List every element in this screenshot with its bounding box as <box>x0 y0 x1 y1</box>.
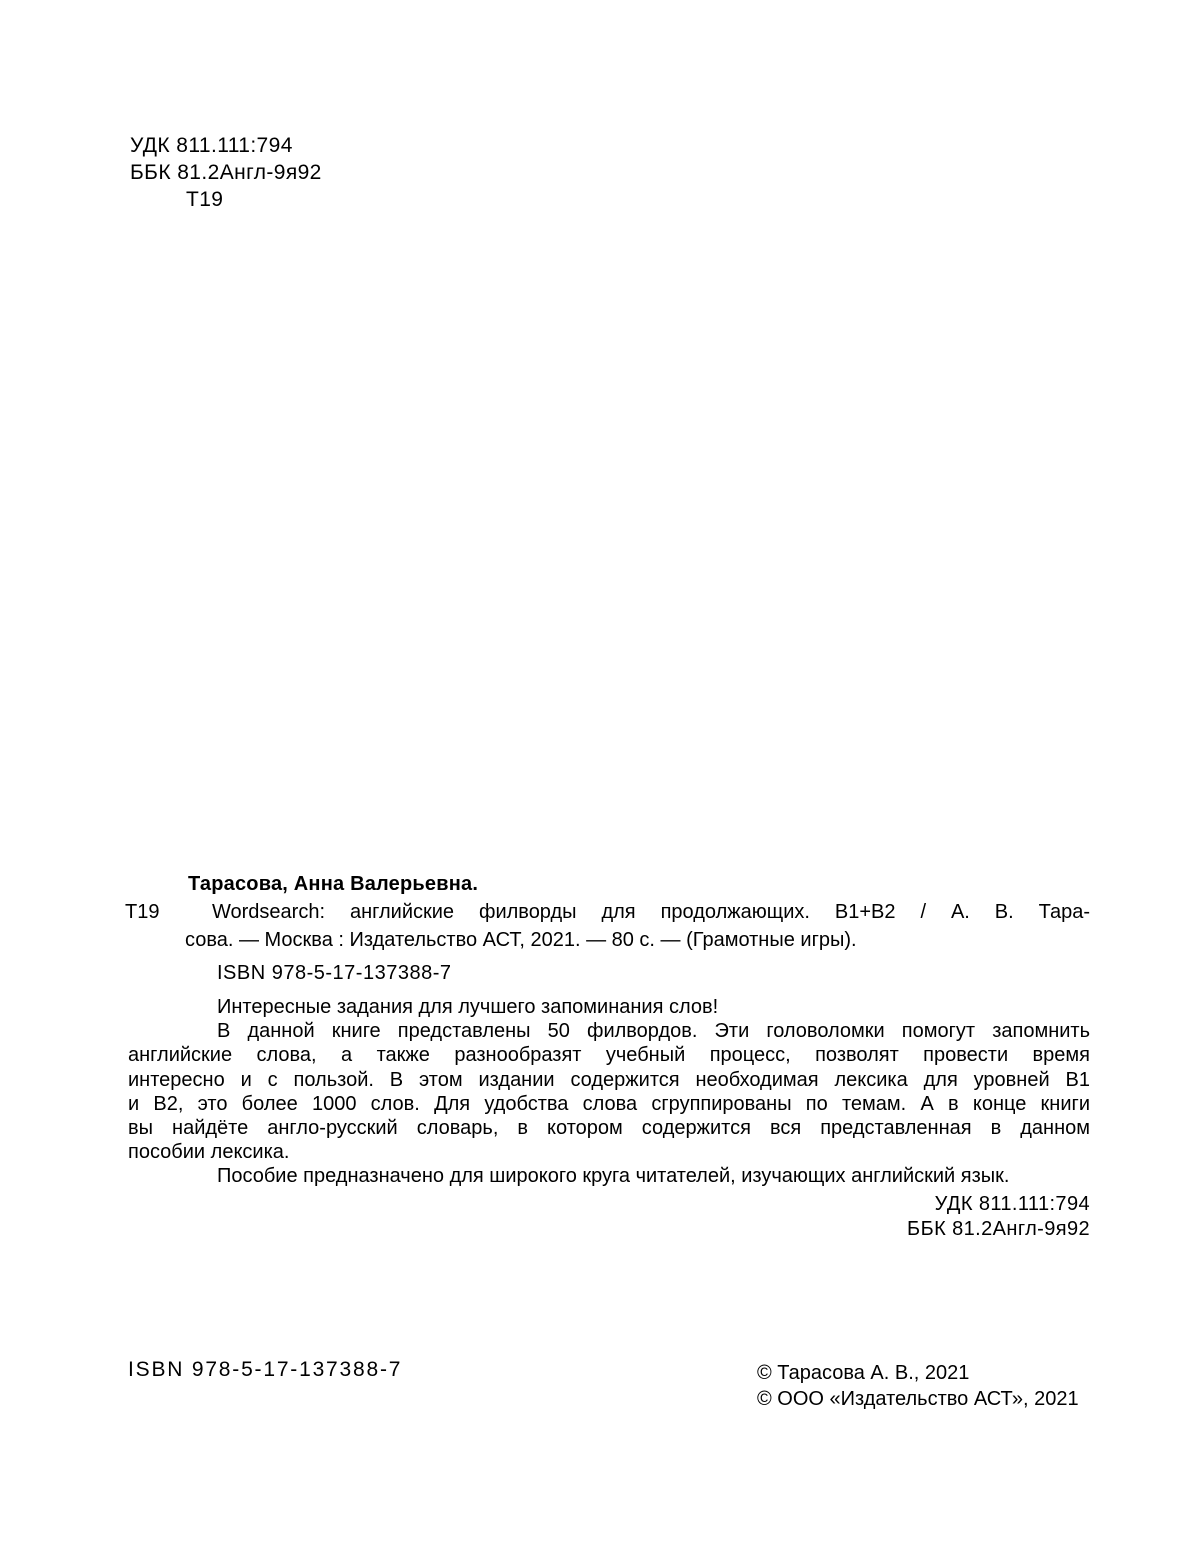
annotation-block <box>128 995 1090 1189</box>
bbk-code: ББК 81.2Англ-9я92 <box>130 161 322 184</box>
annotation-line: и B2, это более 1000 слов. Для удобства слова сгруппированы по темам. А в конце книги <box>128 1092 1090 1115</box>
author-sign-code: Т19 <box>186 188 224 211</box>
citation-line: сова. — Москва : Издательство АСТ, 2021. — 80 с. — (Грамотные игры). <box>185 929 857 951</box>
isbn-line: ISBN 978-5-17-137388-7 <box>217 962 452 984</box>
author-name: Тарасова, Анна Валерьевна. <box>188 873 479 895</box>
copyright-line-publisher: © ООО «Издательство АСТ», 2021 <box>757 1387 1079 1410</box>
udk-code-right: УДК 811.111:794 <box>934 1193 1090 1215</box>
annotation-line: пособии лексика. <box>128 1141 290 1164</box>
author-sign-code-margin: Т19 <box>125 901 160 923</box>
copyright-line-author: © Тарасова А. В., 2021 <box>757 1362 970 1384</box>
udk-code: УДК 811.111:794 <box>130 134 293 157</box>
copyright-block <box>757 1361 1079 1412</box>
annotation-line: В данной книге представлены 50 филвордов. Эти головоломки помогут запомнить <box>217 1020 1090 1043</box>
annotation-line: вы найдёте англо-русский словарь, в котором содержится вся представленная в данном <box>128 1117 1090 1140</box>
classification-block-right <box>907 1192 1090 1242</box>
catalog-entry <box>125 870 1090 987</box>
bibliographic-record <box>125 898 1090 954</box>
bbk-code-right: ББК 81.2Англ-9я92 <box>907 1218 1090 1240</box>
annotation-line: Пособие предназначено для широкого круга читателей, изучающих английский язык. <box>217 1165 1010 1188</box>
footer-isbn: ISBN 978-5-17-137388-7 <box>128 1358 403 1381</box>
classification-block <box>130 132 322 213</box>
annotation-line: Интересные задания для лучшего запоминания слов! <box>217 996 719 1018</box>
annotation-line: интересно и с пользой. В этом издании содержится необходимая лексика для уровней B1 <box>128 1068 1090 1091</box>
citation-line: Wordsearch: английские филворды для продолжающих. B1+B2 / А. В. Тара- <box>212 901 1090 923</box>
annotation-line: английские слова, а также разнообразят учебный процесс, позволят провести время <box>128 1044 1090 1067</box>
